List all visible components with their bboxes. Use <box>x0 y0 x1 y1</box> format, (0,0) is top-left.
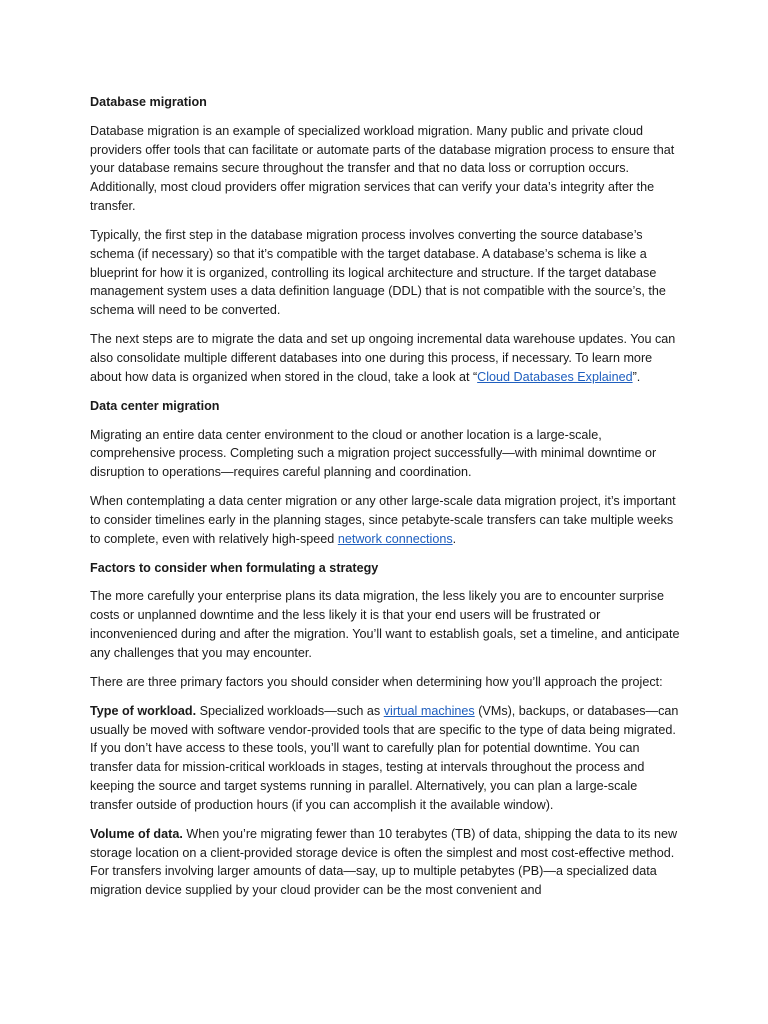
paragraph-text: ”. <box>632 369 641 384</box>
paragraph: Database migration is an example of specialized workload migration. Many public and private cloud providers offer tools that can facilitate or automate parts of the database migration process to ensure that your database remains secure throughout the transfer and that no data loss or corruption occurs. Additionally, most cloud providers offer migration services that can verify your data’s integrity after the transfer. <box>90 123 675 213</box>
paragraph-text: Specialized workloads—such as <box>196 703 384 718</box>
paragraph: There are three primary factors you should consider when determining how you’ll approach the project: <box>90 674 663 689</box>
paragraph-text: When contemplating a data center migration or any other large-scale data migration project, it’s important to consider timelines early in the planning stages, since petabyte-scale transfers can take multiple weeks to complete, even with relatively high-speed <box>90 494 676 546</box>
network-connections-link[interactable]: network connections <box>337 531 453 546</box>
paragraph: The more carefully your enterprise plans its data migration, the less likely you are to encounter surprise costs or unplanned downtime and the less likely it is that your end users will be frustrated or inconvenienced during and after the migration. You’ll want to establish goals, set a timeline, and anticipate any challenges that you may encounter. <box>90 589 680 660</box>
paragraph: Typically, the first step in the database migration process involves converting the source database’s schema (if necessary) so that it’s compatible with the target database. A database’s schema is like a blueprint for how it is organized, controlling its logical architecture and structure. If the target database management system uses a data definition language (DDL) that is not compatible with the source’s, the schema will need to be converted. <box>90 227 666 318</box>
paragraph <box>90 492 680 548</box>
cloud-databases-link[interactable]: Cloud Databases Explained <box>477 369 633 384</box>
paragraph <box>90 702 680 815</box>
paragraph-text: The next steps are to migrate the data and set up ongoing incremental data warehouse updates. You can also consolidate multiple different databases into one during this process, if necessary. To learn more about how data is organized when stored in the cloud, take a look at “ <box>90 332 676 384</box>
paragraph-lead: Volume of data. <box>90 826 183 841</box>
paragraph <box>90 825 680 900</box>
paragraph <box>90 330 680 386</box>
virtual-machines-link[interactable]: virtual machines <box>383 703 475 718</box>
paragraph: Migrating an entire data center environment to the cloud or another location is a large-scale, comprehensive process. Completing such a migration project successfully—with minimal downtime or disruption to operations—requires careful planning and coordination. <box>90 427 657 480</box>
heading-factors: Factors to consider when formulating a strategy <box>90 560 379 575</box>
paragraph-text: (VMs), backups, or databases—can usually be moved with software vendor-provided tools that are specific to the type of data being migrated. If you don’t have access to these tools, you’ll want to carefully plan for potential downtime. You can transfer data for mission-critical workloads in stages, testing at intervals throughout the process and keeping the source and target systems running in parallel. Alternatively, you can plan a large-scale transfer outside of production hours (if you can accomplish it the available window). <box>90 703 679 812</box>
heading-database-migration: Database migration <box>90 95 207 109</box>
heading-data-center-migration: Data center migration <box>90 398 220 413</box>
paragraph-text: . <box>452 531 457 546</box>
document-page <box>90 93 680 910</box>
paragraph-text: When you’re migrating fewer than 10 terabytes (TB) of data, shipping the data to its new storage location on a client-provided storage device is often the simplest and most cost-effective method. For transfers involving larger amounts of data—say, up to multiple petabytes (PB)—a specialized data migration device supplied by your cloud provider can be the most convenient and <box>90 826 678 898</box>
paragraph-lead: Type of workload. <box>90 703 197 718</box>
